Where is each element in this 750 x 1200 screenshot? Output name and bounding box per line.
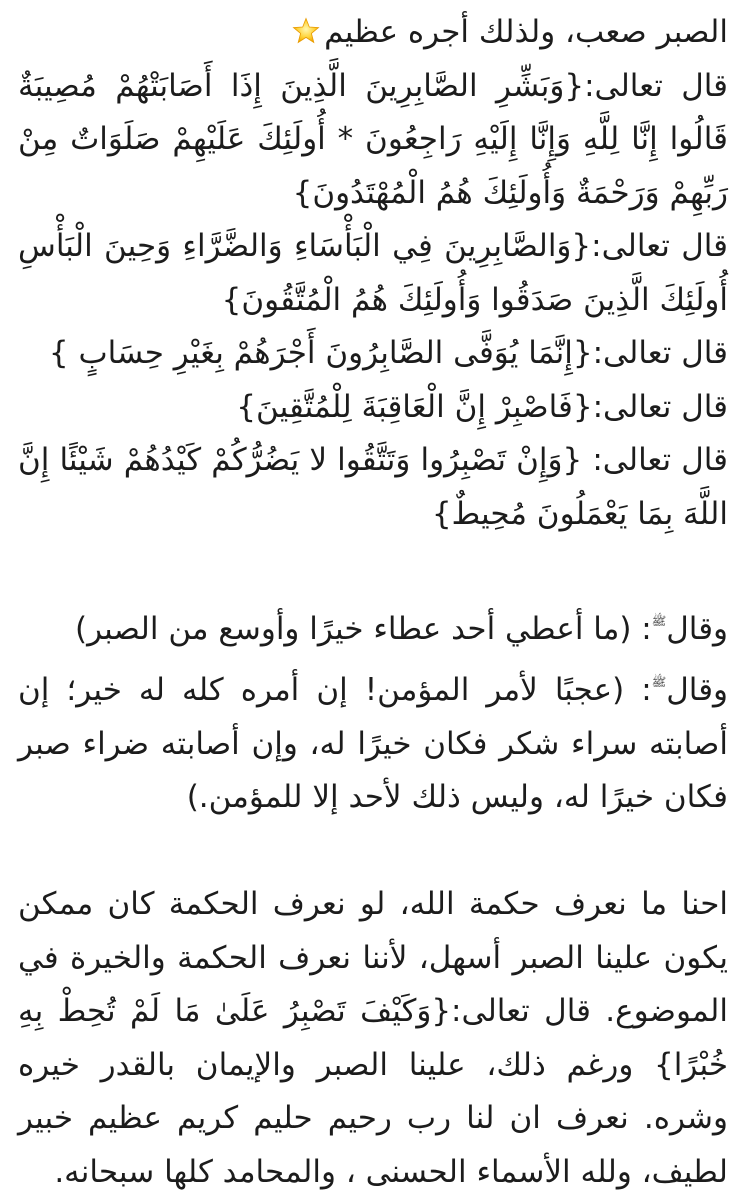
- hadith-prefix: وقال: [666, 672, 728, 708]
- verse-baqarah-177: قال تعالى:{وَالصَّابِرِينَ فِي الْبَأْسَاءِ وَالضَّرَّاءِ وَحِينَ الْبَأْسِ أُولَئِكَ الَّذِينَ صَدَقُوا وَأُولَئِكَ هُمُ الْمُتَّقُونَ}: [18, 228, 728, 318]
- glowing-star-icon: [292, 17, 320, 45]
- salawat-mark: ﷺ: [651, 613, 667, 628]
- hadith-believer-affair: [18, 656, 728, 825]
- hadith-patience-gift: [18, 595, 728, 657]
- verse-al-imran-120: قال تعالى: {وَإِنْ تَصْبِرُوا وَتَتَّقُوا لا يَضُرُّكُمْ كَيْدُهُمْ شَيْئًا إِنَّ اللَّهَ بِمَا يَعْمَلُونَ مُحِيطٌ}: [18, 442, 728, 532]
- section-title: الصبر صعب، ولذلك أجره عظيم: [324, 14, 728, 50]
- reflection-paragraph: احنا ما نعرف حكمة الله، لو نعرف الحكمة كان ممكن يكون علينا الصبر أسهل، لأننا نعرف الحكمة والخيرة في الموضوع. قال تعالى:{وَكَيْفَ تَصْبِرُ عَلَىٰ مَا لَمْ تُحِطْ بِهِ خُبْرًا} ورغم ذلك، علينا الصبر والإيمان بالقدر خيره وشره. نعرف ان لنا رب رحيم حليم كريم عظيم خبير لطيف، ولله الأسماء الحسنى ، والمحامد كلها سبحانه.: [18, 886, 728, 1190]
- document-page: [18, 6, 728, 1199]
- verse-zumar-10: قال تعالى:{إِنَّمَا يُوَفَّى الصَّابِرُونَ أَجْرَهُمْ بِغَيْرِ حِسَابٍ }: [48, 335, 728, 371]
- hadith-prefix: وقال: [666, 610, 728, 647]
- verse-baqarah-155: قال تعالى:{وَبَشِّرِ الصَّابِرِينَ الَّذِينَ إِذَا أَصَابَتْهُمْ مُصِيبَةٌ قَالُوا إِنَّا لِلَّهِ وَإِنَّا إِلَيْهِ رَاجِعُونَ * أُولَئِكَ عَلَيْهِمْ صَلَوَاتٌ مِنْ رَبِّهِمْ وَرَحْمَةٌ وَأُولَئِكَ هُمُ الْمُهْتَدُونَ}: [18, 67, 728, 211]
- paragraph-spacer: [18, 541, 728, 595]
- hadith-text: : (ما أعطي أحد عطاء خيرًا وأوسع من الصبر): [74, 610, 652, 647]
- section-title-line: [18, 6, 728, 60]
- verse-hud-49: قال تعالى:{فَاصْبِرْ إِنَّ الْعَاقِبَةَ لِلْمُتَّقِينَ}: [236, 388, 728, 425]
- salawat-mark: ﷺ: [651, 675, 667, 689]
- paragraph-spacer: [18, 825, 728, 879]
- hadith-text: : (عجبًا لأمر المؤمن! إن أمره كله له خير؛ إن أصابته سراء شكر فكان خيرًا له، وإن أصابته ضراء صبر فكان خيرًا له، وليس ذلك لأحد إلا للمؤمن.): [18, 672, 728, 815]
